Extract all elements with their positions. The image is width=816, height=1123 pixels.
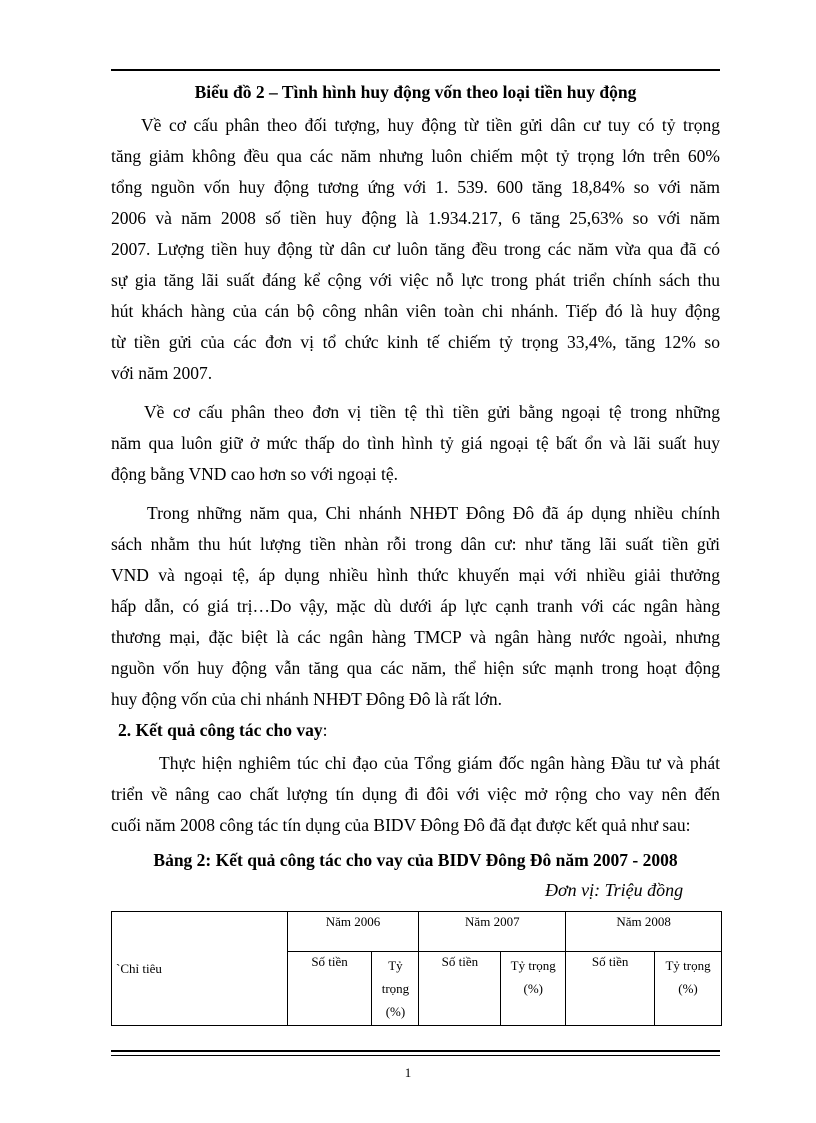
year-2007-header: Năm 2007 bbox=[419, 912, 566, 952]
paragraph-line: Trong những năm qua, Chi nhánh NHĐT Đông Đô đã áp dụng nhiều chính bbox=[147, 503, 720, 523]
paragraph-line: từ tiền gửi của các đơn vị tổ chức kinh tế chiếm tỷ trọng 33,4%, tăng 12% so bbox=[111, 332, 720, 352]
paragraph-line: cuối năm 2008 công tác tín dụng của BIDV Đông Đô đã đạt được kết quả như sau: bbox=[111, 815, 691, 835]
paragraph-line: sách nhằm thu hút lượng tiền nhàn rỗi trong dân cư: như tăng lãi suất tiền gửi bbox=[111, 534, 720, 554]
paragraph-deposits-by-currency bbox=[111, 397, 720, 490]
table-header-row-years bbox=[112, 912, 722, 952]
paragraph-line: sự gia tăng lãi suất đáng kể cộng với việc nỗ lực trong phát triển chính sách thu bbox=[111, 270, 720, 290]
paragraph-line: động bằng VND cao hơn so với ngoại tệ. bbox=[111, 464, 398, 484]
share-2008-header: Tỷ trọng (%) bbox=[655, 952, 722, 1026]
paragraph-line: 2007. Lượng tiền huy động từ dân cư luôn tăng đều trong các năm vừa qua đã có bbox=[111, 239, 720, 259]
amount-2008-header: Số tiền bbox=[566, 952, 655, 1026]
paragraph-line: năm qua luôn giữ ở mức thấp do tình hình tỷ giá ngoại tệ bất ổn và lãi suất huy bbox=[111, 433, 720, 453]
section-heading-suffix: : bbox=[322, 720, 328, 740]
paragraph-mobilization-policy bbox=[111, 498, 720, 715]
paragraph-line: với năm 2007. bbox=[111, 363, 213, 383]
year-2006-header: Năm 2006 bbox=[287, 912, 419, 952]
paragraph-line: Về cơ cấu phân theo đối tượng, huy động từ tiền gửi dân cư tuy có tỷ trọng bbox=[141, 115, 720, 135]
paragraph-line: huy động vốn của chi nhánh NHĐT Đông Đô là rất lớn. bbox=[111, 689, 502, 709]
table-caption: Bảng 2: Kết quả công tác cho vay của BIDV Đông Đô năm 2007 - 2008 bbox=[153, 850, 678, 870]
paragraph-line: hút khách hàng của cán bộ công nhân viên toàn chi nhánh. Tiếp đó là huy động bbox=[111, 301, 720, 321]
paragraph-line: tăng giảm không đều qua các năm nhưng luôn chiếm một tỷ trọng lớn trên 60% bbox=[111, 146, 720, 166]
row-header-cell: `Chỉ tiêu bbox=[112, 912, 288, 1026]
section-heading bbox=[118, 720, 328, 741]
paragraph-lending-results bbox=[111, 748, 720, 841]
share-2006-header: Tỷ trọng (%) bbox=[372, 952, 419, 1026]
footer-rule-thick bbox=[111, 1050, 720, 1052]
paragraph-line: thương mại, đặc biệt là các ngân hàng TMCP và ngân hàng nước ngoài, nhưng bbox=[111, 627, 720, 647]
amount-2007-header: Số tiền bbox=[419, 952, 501, 1026]
lending-results-table bbox=[111, 911, 722, 1026]
section-heading-text: 2. Kết quả công tác cho vay bbox=[118, 720, 323, 740]
paragraph-line: nguồn vốn huy động vẫn tăng qua các năm, thể hiện sức mạnh trong hoạt động bbox=[111, 658, 720, 678]
paragraph-line: triển về nâng cao chất lượng tín dụng đi đôi với việc mở rộng cho vay nên đến bbox=[111, 784, 720, 804]
header-rule bbox=[111, 69, 720, 71]
footer-rule-thin bbox=[111, 1055, 720, 1056]
paragraph-line: hấp dẫn, có giá trị…Do vậy, mặc dù dưới áp lực cạnh tranh với các ngân hàng bbox=[111, 596, 720, 616]
amount-2006-header: Số tiền bbox=[287, 952, 372, 1026]
page-number: 1 bbox=[404, 1065, 412, 1080]
unit-label: Đơn vị: Triệu đồng bbox=[545, 880, 684, 900]
paragraph-line: VND và ngoại tệ, áp dụng nhiều hình thức khuyến mại với nhiều giải thưởng bbox=[111, 565, 720, 585]
paragraph-line: Thực hiện nghiêm túc chỉ đạo của Tổng giám đốc ngân hàng Đầu tư và phát bbox=[159, 753, 720, 773]
paragraph-line: 2006 và năm 2008 số tiền huy động là 1.934.217, 6 tăng 25,63% so với năm bbox=[111, 208, 720, 228]
paragraph-line: Về cơ cấu phân theo đơn vị tiền tệ thì tiền gửi bằng ngoại tệ trong những bbox=[144, 402, 720, 422]
paragraph-deposits-by-customer bbox=[111, 110, 720, 389]
year-2008-header: Năm 2008 bbox=[566, 912, 722, 952]
paragraph-line: tổng nguồn vốn huy động tương ứng với 1. 539. 600 tăng 18,84% so với năm bbox=[111, 177, 720, 197]
chart-caption: Biểu đồ 2 – Tình hình huy động vốn theo loại tiền huy động bbox=[194, 82, 637, 102]
share-2007-header: Tỷ trọng (%) bbox=[501, 952, 566, 1026]
